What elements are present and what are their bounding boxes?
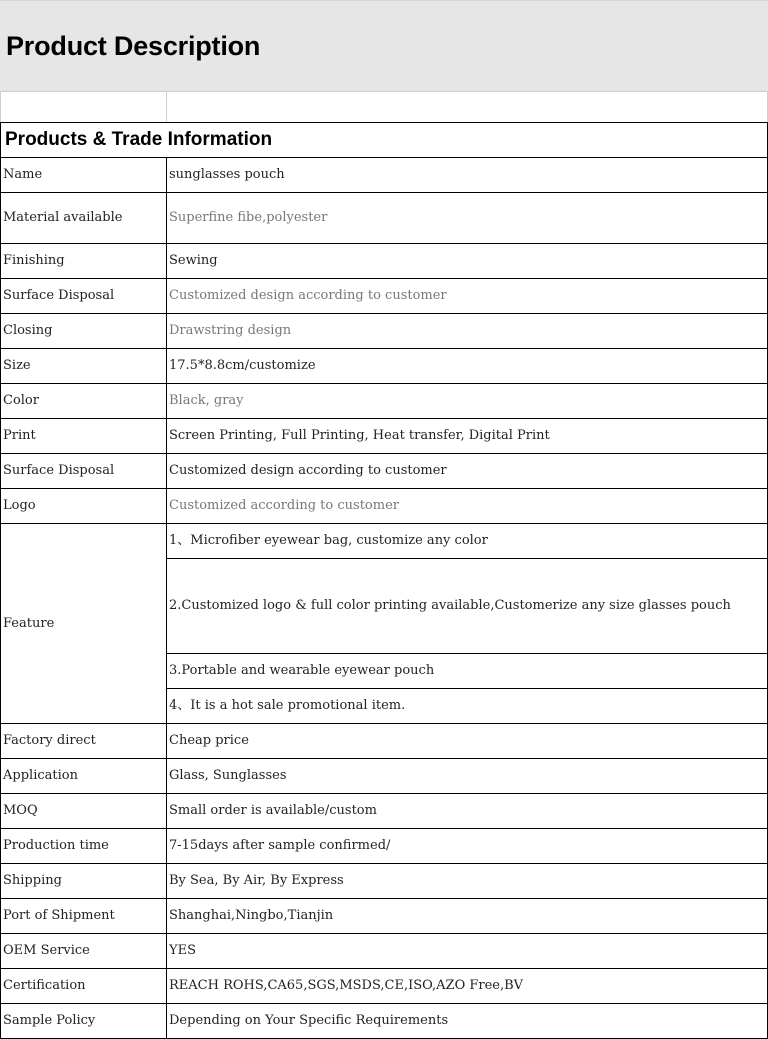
row-label: Surface Disposal [1, 279, 167, 314]
row-label: Name [1, 158, 167, 193]
row-label: Shipping [1, 864, 167, 899]
row-value: Customized design according to customer [167, 279, 768, 314]
table-row [1, 419, 768, 454]
row-value: Customized design according to customer [167, 454, 768, 489]
row-value: Shanghai,Ningbo,Tianjin [167, 899, 768, 934]
row-label: Certification [1, 969, 167, 1004]
spacer-row [1, 92, 768, 123]
table-row [1, 934, 768, 969]
table-row [1, 454, 768, 489]
table-row [1, 724, 768, 759]
page-header [0, 0, 768, 91]
row-value: Superfine fibe,polyester [167, 193, 768, 244]
row-value: Drawstring design [167, 314, 768, 349]
row-label: Surface Disposal [1, 454, 167, 489]
row-value: YES [167, 934, 768, 969]
table-row [1, 489, 768, 524]
table-row [1, 829, 768, 864]
feature-item: 4、It is a hot sale promotional item. [167, 689, 768, 724]
row-value: Cheap price [167, 724, 768, 759]
row-value: Sewing [167, 244, 768, 279]
row-label: Factory direct [1, 724, 167, 759]
row-label: Feature [1, 524, 167, 724]
table-row [1, 244, 768, 279]
product-spec-table [0, 91, 768, 1039]
row-label: Finishing [1, 244, 167, 279]
row-value: Small order is available/custom [167, 794, 768, 829]
table-row [1, 193, 768, 244]
row-value: 17.5*8.8cm/customize [167, 349, 768, 384]
table-row [1, 899, 768, 934]
table-row [1, 349, 768, 384]
row-label: Size [1, 349, 167, 384]
feature-item: 1、Microfiber eyewear bag, customize any color [167, 524, 768, 559]
row-label: OEM Service [1, 934, 167, 969]
row-value: REACH ROHS,CA65,SGS,MSDS,CE,ISO,AZO Free,BV [167, 969, 768, 1004]
spacer-cell [1, 92, 167, 123]
table-row [1, 1004, 768, 1039]
row-label: Port of Shipment [1, 899, 167, 934]
table-row [1, 759, 768, 794]
row-label: Print [1, 419, 167, 454]
table-row-feature [1, 524, 768, 559]
row-value: Depending on Your Specific Requirements [167, 1004, 768, 1039]
table-row [1, 864, 768, 899]
row-label: Logo [1, 489, 167, 524]
row-label: MOQ [1, 794, 167, 829]
table-row [1, 384, 768, 419]
row-value: By Sea, By Air, By Express [167, 864, 768, 899]
spacer-cell [167, 92, 768, 123]
feature-item-text: 2.Customized logo & full color printing available,Customerize any size glasses pouch [169, 598, 731, 613]
feature-item: 3.Portable and wearable eyewear pouch [167, 654, 768, 689]
row-label: Closing [1, 314, 167, 349]
row-label: Sample Policy [1, 1004, 167, 1039]
page-title: Product Description [6, 31, 261, 61]
row-value: Black, gray [167, 384, 768, 419]
row-value: Glass, Sunglasses [167, 759, 768, 794]
row-value: Screen Printing, Full Printing, Heat transfer, Digital Print [167, 419, 768, 454]
row-label: Color [1, 384, 167, 419]
row-value: 7-15days after sample confirmed/ [167, 829, 768, 864]
table-row [1, 794, 768, 829]
table-row [1, 158, 768, 193]
section-header-row [1, 123, 768, 158]
table-row [1, 279, 768, 314]
row-value: Customized according to customer [167, 489, 768, 524]
row-label: Material available [1, 193, 167, 244]
feature-item [167, 559, 768, 654]
table-row [1, 969, 768, 1004]
row-value: sunglasses pouch [167, 158, 768, 193]
row-label: Production time [1, 829, 167, 864]
row-label: Application [1, 759, 167, 794]
section-title: Products & Trade Information [1, 123, 768, 158]
table-row [1, 314, 768, 349]
